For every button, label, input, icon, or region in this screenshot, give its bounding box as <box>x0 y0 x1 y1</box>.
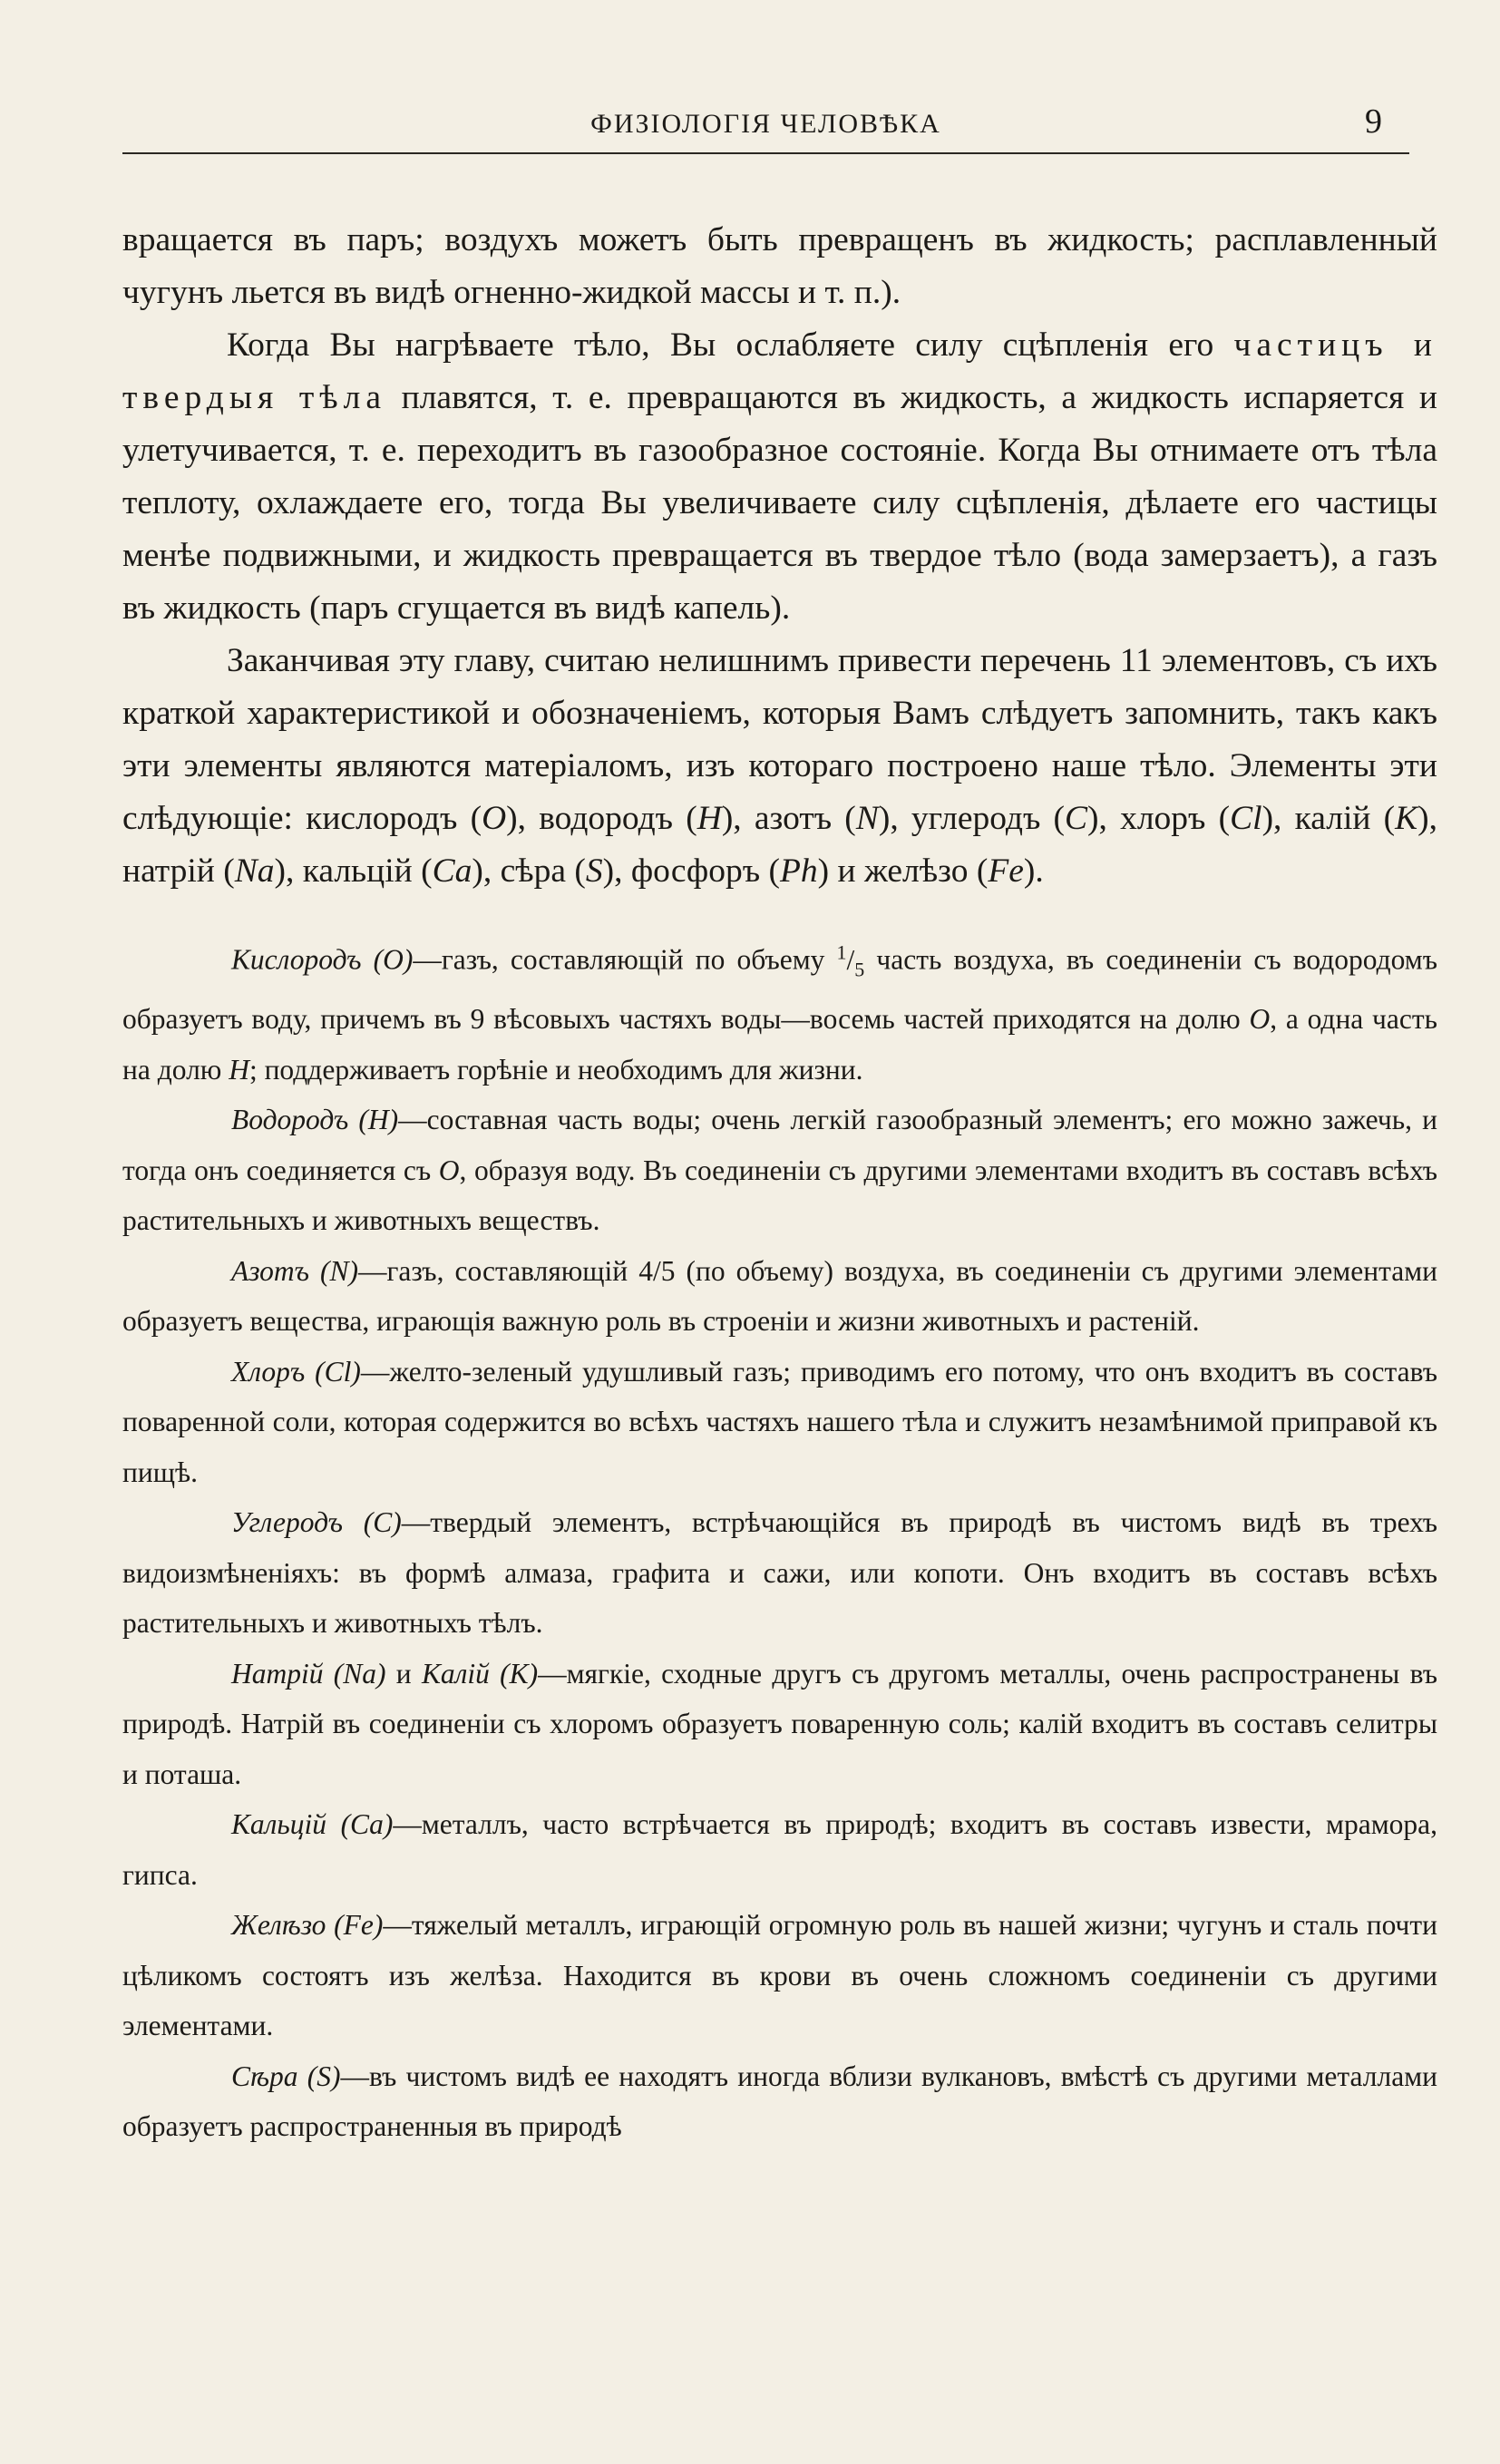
element-definitions <box>122 927 1437 2152</box>
definition-chlorine: Хлоръ (Cl)—желто-зеленый удушливый газъ; приводимъ его потому, что онъ входитъ въ составъ поваренной соли, которая содержится во всѣхъ частяхъ нашего тѣла и служитъ незамѣнимой приправой къ пищѣ. <box>122 1355 1437 1488</box>
definition-nitrogen: Азотъ (N)—газъ, составляющій 4/5 (по объему) воздуха, въ соединеніи съ другими элементами образуетъ вещества, играющія важную роль въ строеніи и жизни животныхъ и растеній. <box>122 1254 1437 1338</box>
running-header <box>122 102 1409 154</box>
symbol-potassium: K <box>1395 800 1418 837</box>
term-nitrogen: Азотъ (N) <box>231 1254 358 1287</box>
definition-hydrogen: Водородъ (H)—составная часть воды; очень легкій газообразный элементъ; его можно зажечь, и тогда онъ соединяется съ O, образуя воду. Въ соединеніи съ другими элементами входитъ въ составъ всѣхъ растительныхъ и животныхъ веществъ. <box>122 1104 1437 1237</box>
term-sulfur: Сѣра (S) <box>231 2060 341 2092</box>
paragraph-elements-list: Заканчивая эту главу, считаю нелишнимъ привести перечень 11 элементовъ, съ ихъ краткой характеристикой и обозначеніемъ, которыя Вамъ слѣдуетъ запомнить, такъ какъ эти элементы являются матеріаломъ, изъ котораго построено наше тѣло. Элементы эти слѣдующіе: кислородъ (O), водородъ (H), азотъ (N), углеродъ (C), хлоръ (Cl), калій (K), натрій (Na), кальцій (Ca), сѣра (S), фосфоръ (Ph) и желѣзо (Fe). <box>122 642 1437 890</box>
symbol-iron: Fe <box>988 852 1024 890</box>
main-text <box>122 214 1437 898</box>
symbol-hydrogen: H <box>696 800 722 837</box>
running-title: ФИЗІОЛОГІЯ ЧЕЛОВѢКА <box>590 109 941 139</box>
symbol-sulfur: S <box>585 852 603 890</box>
term-chlorine: Хлоръ (Cl) <box>231 1355 361 1388</box>
definition-sodium-potassium: Натрій (Na) и Калій (K)—мягкіе, сходные другъ съ другомъ металлы, очень распространены въ природѣ. Натрій въ соединеніи съ хлоромъ образуетъ поваренную соль; калій входитъ въ составъ селитры и поташа. <box>122 1657 1437 1790</box>
symbol-oxygen: O <box>482 800 507 837</box>
definition-sulfur: Сѣра (S)—въ чистомъ видѣ ее находятъ иногда вблизи вулкановъ, вмѣстѣ съ другими металлами образуетъ распространенныя въ природѣ <box>122 2060 1437 2143</box>
page-number: 9 <box>1365 102 1382 141</box>
definition-carbon: Углеродъ (C)—твердый элементъ, встрѣчающійся въ природѣ въ чистомъ видѣ въ трехъ видоизмѣненіяхъ: въ формѣ алмаза, графита и сажи, или копоти. Онъ входитъ въ составъ всѣхъ растительныхъ и животныхъ тѣлъ. <box>122 1506 1437 1640</box>
term-iron: Желѣзо (Fe) <box>231 1909 384 1942</box>
symbol-nitrogen: N <box>855 800 879 837</box>
term-sodium: Натрій (Na) <box>231 1657 386 1690</box>
paragraph-heating: Когда Вы нагрѣваете тѣло, Вы ослабляете силу сцѣпленія его частицъ и твердыя тѣла плавятся, т. е. превращаются въ жидкость, а жидкость испаряется и улетучивается, т. е. переходитъ въ газообразное состояніе. Когда Вы отнимаете отъ тѣла теплоту, охлаждаете его, тогда Вы увеличиваете силу сцѣпленія, дѣлаете его частицы менѣе подвижными, и жидкость превращается въ твердое тѣло (вода замерзаетъ), а газъ въ жидкость (паръ сгущается въ видѣ капель). <box>122 326 1437 627</box>
term-carbon: Углеродъ (C) <box>231 1506 402 1539</box>
paragraph-continuation: вращается въ паръ; воздухъ можетъ быть превращенъ въ жидкость; расплавленный чугунъ льется въ видѣ огненно-жидкой массы и т. п.). <box>122 221 1437 311</box>
term-potassium: Калій (K) <box>421 1657 539 1690</box>
text-block <box>122 214 1437 2152</box>
definition-calcium: Кальцій (Ca)—металлъ, часто встрѣчается въ природѣ; входитъ въ составъ извести, мрамора, гипса. <box>122 1808 1437 1891</box>
definition-iron: Желѣзо (Fe)—тяжелый металлъ, играющій огромную роль въ нашей жизни; чугунъ и сталь почти цѣликомъ состоятъ изъ желѣза. Находится въ крови въ очень сложномъ соединеніи съ другими элементами. <box>122 1909 1438 2042</box>
symbol-phosphorus: Ph <box>779 852 818 890</box>
symbol-sodium: Na <box>234 852 275 890</box>
definition-oxygen: Кислородъ (O)—газъ, составляющій по объему $^1/_5$ часть воздуха, въ соединеніи съ водородомъ образуетъ воду, причемъ въ 9 вѣсовыхъ частяхъ воды—восемь частей приходятся на долю O, а одна часть на долю H; поддерживаетъ горѣніе и необходимъ для жизни. <box>122 940 1437 1086</box>
spaced-emphasis: частицъ и твердыя тѣла <box>122 326 1437 416</box>
symbol-calcium: Ca <box>432 852 472 890</box>
symbol-chlorine: Cl <box>1230 800 1262 837</box>
term-hydrogen: Водородъ (H) <box>231 1104 399 1136</box>
term-calcium: Кальцій (Ca) <box>231 1808 394 1841</box>
symbol-carbon: C <box>1065 800 1088 837</box>
term-oxygen: Кислородъ (O) <box>231 943 414 976</box>
